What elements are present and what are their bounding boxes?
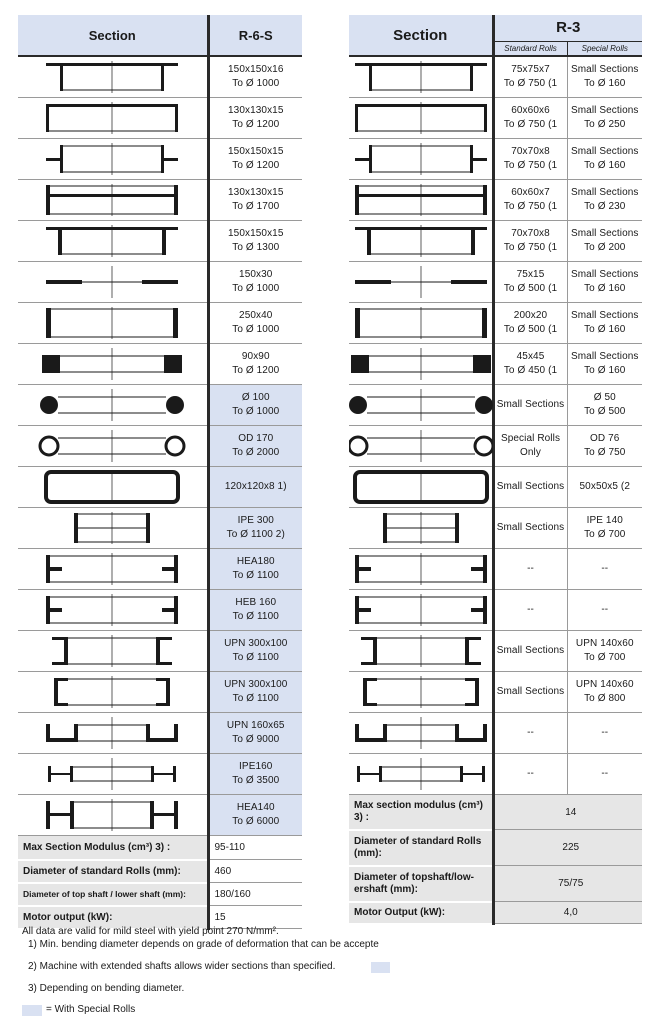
upn-inward-icon	[37, 674, 187, 710]
value-line-2: To Ø 1100	[232, 570, 279, 581]
value-line-2: To Ø 500 (1	[503, 283, 558, 294]
value-line-1: OD 76	[590, 433, 620, 444]
value-line-2: To Ø 160	[584, 324, 626, 335]
heb-beam-icon	[349, 592, 493, 628]
round-bar-icon	[37, 387, 187, 423]
left-value-cell	[208, 56, 302, 98]
upn-outward-icon	[349, 633, 493, 669]
left-table-row	[18, 467, 302, 508]
left-table-row	[18, 385, 302, 426]
standard-rolls-cell	[493, 385, 567, 426]
value-line-1: Small Sections	[570, 228, 639, 239]
value-line-2: To Ø 1300	[232, 242, 280, 253]
flat-bar-icon	[37, 264, 187, 300]
value-line-2: To Ø 1000	[232, 406, 280, 417]
value-line-1: OD 170	[238, 433, 274, 444]
left-section-cell	[18, 467, 208, 508]
special-rolls-cell	[567, 549, 642, 590]
standard-rolls-cell	[493, 56, 567, 98]
ipe-flat-icon	[37, 756, 187, 792]
value-line-2: To Ø 1100	[232, 652, 279, 663]
flat-bar-upright-icon	[37, 305, 187, 341]
left-table-row	[18, 549, 302, 590]
value-line-1: 60x60x7	[511, 187, 550, 198]
left-footer-label: Motor output (kW):	[18, 906, 208, 929]
left-section-cell	[18, 56, 208, 98]
value-line-1: 50x50x5 (2	[579, 481, 630, 492]
left-section-cell	[18, 385, 208, 426]
value-line-1: Small Sections	[570, 269, 639, 280]
left-table-row	[18, 221, 302, 262]
left-footer-label: Diameter of standard Rolls (mm):	[18, 860, 208, 883]
right-footer-label: Diameter of standard Rolls (mm):	[349, 830, 493, 866]
special-rolls-cell	[567, 262, 642, 303]
round-bar-icon	[349, 387, 493, 423]
ipe-flat-icon	[349, 756, 493, 792]
standard-rolls-cell	[493, 180, 567, 221]
left-table-row	[18, 508, 302, 549]
right-section-header: Section	[349, 15, 493, 56]
left-value-cell	[208, 262, 302, 303]
round-tube-icon	[37, 428, 187, 464]
special-rolls-cell	[567, 631, 642, 672]
standard-rolls-cell	[493, 98, 567, 139]
right-section-cell	[349, 139, 493, 180]
note-1: 1) Min. bending diameter depends on grade of deformation that can be accepte	[28, 939, 379, 950]
standard-rolls-cell	[493, 508, 567, 549]
standard-rolls-cell	[493, 672, 567, 713]
value-line-1: --	[527, 727, 534, 738]
hea-beam-icon	[37, 551, 187, 587]
left-table-row	[18, 590, 302, 631]
special-rolls-cell	[567, 344, 642, 385]
value-line-2: To Ø 230	[584, 201, 626, 212]
right-spec-table	[349, 15, 642, 925]
left-value-cell	[208, 590, 302, 631]
right-footer-value: 4,0	[493, 902, 642, 924]
left-table-row	[18, 98, 302, 139]
hea-beam-icon	[349, 551, 493, 587]
value-line-1: IPE 140	[586, 515, 623, 526]
right-section-cell	[349, 385, 493, 426]
right-footer-row	[349, 866, 642, 902]
value-line-1: Small Sections	[496, 522, 565, 533]
ipe-beam-icon	[349, 510, 493, 546]
right-footer-label: Diameter of topshaft/low-ershaft (mm):	[349, 866, 493, 902]
value-line-1: --	[527, 563, 534, 574]
right-section-cell	[349, 631, 493, 672]
value-line-2: To Ø 1200	[232, 119, 280, 130]
right-table-row	[349, 508, 642, 549]
left-footer-value: 180/160	[208, 883, 302, 906]
value-line-1: Small Sections	[570, 146, 639, 157]
value-line-1: 130x130x15	[228, 105, 284, 116]
standard-rolls-cell	[493, 426, 567, 467]
value-line-1: Special Rolls	[500, 433, 561, 444]
left-section-cell	[18, 303, 208, 344]
standard-rolls-cell	[493, 221, 567, 262]
left-table-row	[18, 180, 302, 221]
right-section-cell	[349, 508, 493, 549]
special-rolls-cell	[567, 98, 642, 139]
special-rolls-cell	[567, 385, 642, 426]
upn-inward-icon	[349, 674, 493, 710]
right-table-row	[349, 344, 642, 385]
right-table-row	[349, 713, 642, 754]
special-rolls-cell	[567, 426, 642, 467]
left-footer-value: 460	[208, 860, 302, 883]
left-table-row	[18, 672, 302, 713]
right-table-row	[349, 467, 642, 508]
right-table-row	[349, 385, 642, 426]
special-rolls-cell	[567, 754, 642, 795]
right-table-row	[349, 98, 642, 139]
left-section-cell	[18, 754, 208, 795]
special-rolls-cell	[567, 180, 642, 221]
value-line-1: Ø 50	[593, 392, 616, 403]
value-line-2: To Ø 160	[584, 78, 626, 89]
right-footer-value: 14	[493, 795, 642, 830]
tee-pair-icon	[349, 141, 493, 177]
value-line-1: --	[601, 604, 609, 615]
left-table-row	[18, 426, 302, 467]
right-section-cell	[349, 221, 493, 262]
right-table-row	[349, 426, 642, 467]
hea-flat-icon	[37, 797, 187, 833]
right-table-row	[349, 303, 642, 344]
standard-rolls-cell	[493, 139, 567, 180]
value-line-2: To Ø 1700	[232, 201, 280, 212]
right-section-cell	[349, 467, 493, 508]
left-value-cell	[208, 303, 302, 344]
value-line-2: To Ø 750 (1	[503, 242, 558, 253]
left-value-cell	[208, 713, 302, 754]
value-line-1: Small Sections	[496, 645, 565, 656]
note-3: 3) Depending on bending diameter.	[28, 983, 185, 994]
right-table-row	[349, 221, 642, 262]
value-line-1: HEB 160	[235, 597, 277, 608]
value-line-1: IPE160	[239, 761, 273, 772]
left-value-cell	[208, 754, 302, 795]
special-rolls-cell	[567, 303, 642, 344]
right-table-row	[349, 262, 642, 303]
standard-rolls-cell	[493, 631, 567, 672]
value-line-1: Small Sections	[570, 187, 639, 198]
right-model-header: R-3	[493, 15, 642, 41]
value-line-2: To Ø 160	[584, 365, 626, 376]
special-rolls-cell	[567, 672, 642, 713]
value-line-1: 70x70x8	[511, 146, 550, 157]
right-table-row	[349, 754, 642, 795]
special-rolls-cell	[567, 221, 642, 262]
standard-rolls-cell	[493, 303, 567, 344]
right-table-row	[349, 56, 642, 98]
left-table-row	[18, 262, 302, 303]
value-line-1: UPN 140x60	[575, 638, 634, 649]
right-section-cell	[349, 754, 493, 795]
standard-rolls-subheader: Standard Rolls	[493, 41, 567, 56]
left-section-cell	[18, 262, 208, 303]
standard-rolls-cell	[493, 754, 567, 795]
left-table-row	[18, 795, 302, 836]
angle-pair-lipped-icon	[349, 182, 493, 218]
right-footer-row	[349, 830, 642, 866]
flat-bar-icon	[349, 264, 493, 300]
tee-down-icon	[37, 223, 187, 259]
value-line-1: HEA180	[236, 556, 275, 567]
right-section-cell	[349, 180, 493, 221]
value-line-1: 45x45	[516, 351, 545, 362]
angle-pair-icon	[349, 100, 493, 136]
special-rolls-cell	[567, 56, 642, 98]
value-line-2: To Ø 6000	[232, 816, 280, 827]
tee-pair-icon	[37, 141, 187, 177]
right-table-row	[349, 631, 642, 672]
left-value-cell	[208, 672, 302, 713]
value-line-1: 150x150x15	[228, 228, 284, 239]
left-value-cell	[208, 426, 302, 467]
left-section-cell	[18, 426, 208, 467]
left-value-cell	[208, 795, 302, 836]
value-line-2: To Ø 1200	[232, 365, 280, 376]
square-tube-icon	[37, 469, 187, 505]
left-value-cell	[208, 631, 302, 672]
standard-rolls-cell	[493, 549, 567, 590]
special-rolls-subheader: Special Rolls	[567, 41, 642, 56]
left-spec-table	[18, 15, 302, 930]
left-value-cell	[208, 180, 302, 221]
left-value-cell	[208, 98, 302, 139]
note-validity: All data are valid for mild steel with yield point 270 N/mm².	[22, 926, 279, 937]
left-value-cell	[208, 385, 302, 426]
value-line-1: --	[527, 768, 534, 779]
value-line-2: To Ø 1100	[232, 693, 279, 704]
special-rolls-cell	[567, 139, 642, 180]
value-line-2: To Ø 750 (1	[503, 201, 558, 212]
right-footer-label: Motor Output (kW):	[349, 902, 493, 924]
value-line-1: UPN 300x100	[224, 638, 288, 649]
value-line-2: To Ø 1000	[232, 78, 280, 89]
value-line-1: 75x75x7	[511, 64, 550, 75]
left-table-row	[18, 754, 302, 795]
left-footer-label: Diameter of top shaft / lower shaft (mm):	[18, 883, 208, 906]
value-line-1: Small Sections	[570, 105, 639, 116]
value-line-1: IPE 300	[237, 515, 274, 526]
value-line-2: To Ø 1100 2)	[226, 529, 285, 540]
right-section-cell	[349, 303, 493, 344]
value-line-2: To Ø 250	[584, 119, 626, 130]
standard-rolls-cell	[493, 467, 567, 508]
left-section-cell	[18, 713, 208, 754]
value-line-1: Small Sections	[570, 351, 639, 362]
left-section-cell	[18, 590, 208, 631]
standard-rolls-cell	[493, 262, 567, 303]
left-model-header: R-6-S	[208, 15, 302, 56]
special-rolls-cell	[567, 508, 642, 549]
right-section-cell	[349, 56, 493, 98]
left-section-cell	[18, 795, 208, 836]
value-line-1: UPN 300x100	[224, 679, 288, 690]
left-section-cell	[18, 98, 208, 139]
standard-rolls-cell	[493, 590, 567, 631]
value-line-2: To Ø 750 (1	[503, 119, 558, 130]
right-table-row	[349, 672, 642, 713]
hat-channel-icon	[349, 59, 493, 95]
angle-pair-icon	[37, 100, 187, 136]
value-line-1: Small Sections	[496, 399, 565, 410]
value-line-1: Small Sections	[496, 686, 565, 697]
value-line-1: 120x120x8 1)	[224, 481, 287, 492]
value-line-1: Small Sections	[570, 310, 639, 321]
value-line-1: --	[601, 727, 609, 738]
value-line-1: 250x40	[239, 310, 273, 321]
flat-bar-upright-icon	[349, 305, 493, 341]
value-line-1: 75x15	[516, 269, 545, 280]
legend-swatch	[22, 1005, 42, 1016]
left-section-cell	[18, 180, 208, 221]
right-footer-row	[349, 795, 642, 830]
left-table-row	[18, 139, 302, 180]
left-section-cell	[18, 221, 208, 262]
value-line-1: 60x60x6	[511, 105, 550, 116]
right-table-row	[349, 180, 642, 221]
right-section-cell	[349, 713, 493, 754]
value-line-1: 70x70x8	[511, 228, 550, 239]
left-value-cell	[208, 508, 302, 549]
value-line-1: HEA140	[236, 802, 275, 813]
left-table-row	[18, 303, 302, 344]
right-section-cell	[349, 590, 493, 631]
special-rolls-cell	[567, 590, 642, 631]
right-table-row	[349, 590, 642, 631]
value-line-2: To Ø 1000	[232, 324, 280, 335]
standard-rolls-cell	[493, 713, 567, 754]
hat-channel-icon	[37, 59, 187, 95]
right-table-row	[349, 549, 642, 590]
value-line-2: To Ø 700	[584, 652, 626, 663]
value-line-1: Small Sections	[496, 481, 565, 492]
heb-beam-icon	[37, 592, 187, 628]
value-line-1: --	[601, 563, 609, 574]
left-table-row	[18, 56, 302, 98]
square-bar-icon	[37, 346, 187, 382]
right-table-row	[349, 139, 642, 180]
left-footer-row	[18, 883, 302, 906]
left-section-cell	[18, 508, 208, 549]
left-footer-value: 95-110	[208, 836, 302, 860]
value-line-1: 150x150x16	[228, 64, 284, 75]
value-line-2: To Ø 450 (1	[503, 365, 558, 376]
upn-outward-icon	[37, 633, 187, 669]
left-value-cell	[208, 344, 302, 385]
square-bar-icon	[349, 346, 493, 382]
value-line-2: To Ø 200	[584, 242, 626, 253]
value-line-2: To Ø 9000	[232, 734, 280, 745]
value-line-1: --	[601, 768, 609, 779]
value-line-1: 90x90	[241, 351, 270, 362]
upn-flat-icon	[349, 715, 493, 751]
right-footer-value: 75/75	[493, 866, 642, 902]
value-line-1: --	[527, 604, 534, 615]
value-line-2: To Ø 750	[584, 447, 626, 458]
value-line-2: To Ø 160	[584, 160, 626, 171]
value-line-2: To Ø 750 (1	[503, 78, 558, 89]
left-value-cell	[208, 549, 302, 590]
left-footer-value: 15	[208, 906, 302, 929]
special-rolls-cell	[567, 713, 642, 754]
value-line-1: UPN 140x60	[575, 679, 634, 690]
left-section-header: Section	[18, 15, 208, 56]
left-footer-label: Max Section Modulus (cm³) 3) :	[18, 836, 208, 860]
legend-text: = With Special Rolls	[46, 1004, 136, 1015]
value-line-2: To Ø 750 (1	[503, 160, 558, 171]
right-footer-row	[349, 902, 642, 924]
right-section-cell	[349, 344, 493, 385]
right-section-cell	[349, 549, 493, 590]
left-section-cell	[18, 631, 208, 672]
value-line-1: UPN 160x65	[226, 720, 285, 731]
left-table-row	[18, 631, 302, 672]
value-line-1: Ø 100	[241, 392, 270, 403]
left-value-cell	[208, 139, 302, 180]
value-line-2: To Ø 500	[584, 406, 626, 417]
left-footer-row	[18, 860, 302, 883]
angle-pair-lipped-icon	[37, 182, 187, 218]
value-line-1: Small Sections	[570, 64, 639, 75]
ipe-beam-icon	[37, 510, 187, 546]
left-table-row	[18, 713, 302, 754]
left-footer-row	[18, 836, 302, 860]
left-section-cell	[18, 139, 208, 180]
value-line-2: To Ø 3500	[232, 775, 280, 786]
value-line-1: 150x30	[239, 269, 273, 280]
value-line-1: 150x150x15	[228, 146, 284, 157]
left-value-cell	[208, 221, 302, 262]
value-line-2: To Ø 700	[584, 529, 626, 540]
tee-down-icon	[349, 223, 493, 259]
right-section-cell	[349, 262, 493, 303]
square-tube-icon	[349, 469, 493, 505]
value-line-1: 130x130x15	[228, 187, 284, 198]
value-line-2: To Ø 800	[584, 693, 626, 704]
upn-flat-icon	[37, 715, 187, 751]
left-value-cell	[208, 467, 302, 508]
right-footer-value: 225	[493, 830, 642, 866]
standard-rolls-cell	[493, 344, 567, 385]
note-2: 2) Machine with extended shafts allows wider sections than specified.	[28, 961, 336, 972]
round-tube-icon	[349, 428, 493, 464]
right-section-cell	[349, 672, 493, 713]
value-line-2: To Ø 1000	[232, 283, 280, 294]
value-line-2: To Ø 1100	[232, 611, 279, 622]
value-line-2: To Ø 500 (1	[503, 324, 558, 335]
left-section-cell	[18, 549, 208, 590]
left-section-cell	[18, 344, 208, 385]
left-table-row	[18, 344, 302, 385]
right-footer-label: Max section modulus (cm³) 3) :	[349, 795, 493, 830]
value-line-1: 200x20	[513, 310, 548, 321]
right-section-cell	[349, 426, 493, 467]
value-line-2: To Ø 1200	[232, 160, 280, 171]
value-line-2: Only	[520, 447, 541, 458]
special-rolls-swatch	[371, 962, 390, 973]
left-section-cell	[18, 672, 208, 713]
value-line-2: To Ø 160	[584, 283, 626, 294]
special-rolls-cell	[567, 467, 642, 508]
value-line-2: To Ø 2000	[232, 447, 280, 458]
right-section-cell	[349, 98, 493, 139]
